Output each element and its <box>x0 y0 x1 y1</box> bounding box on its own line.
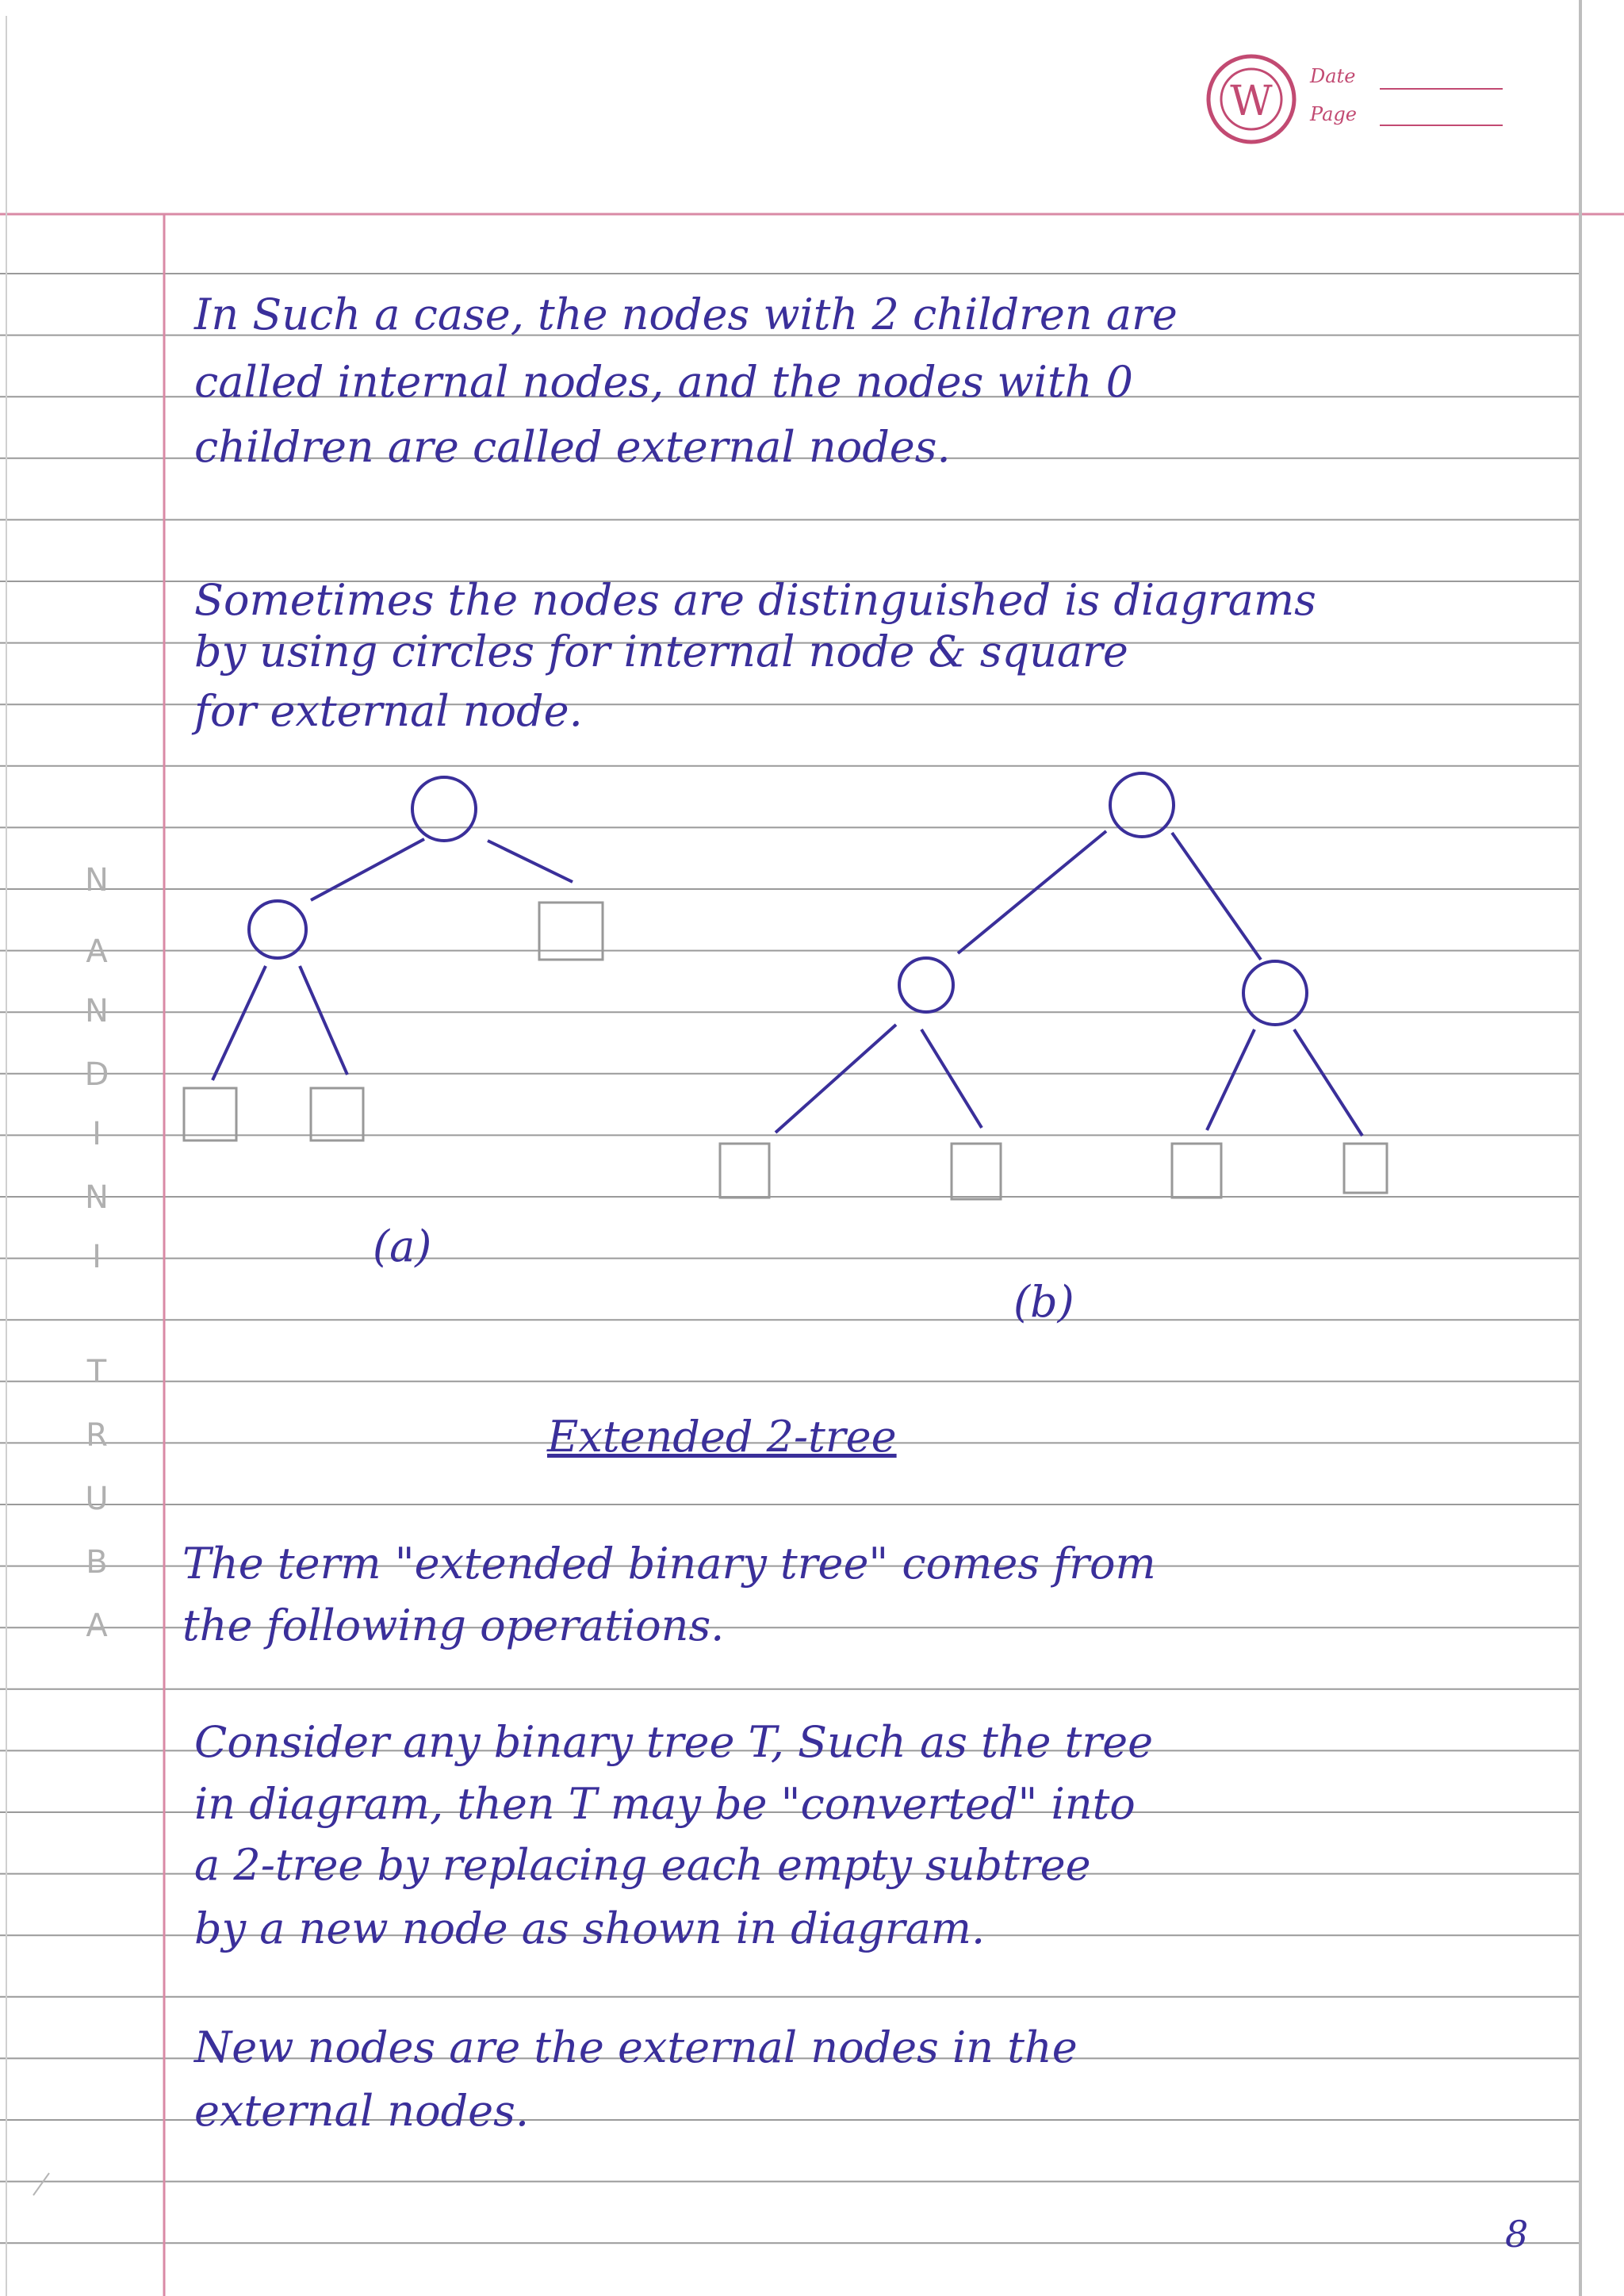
margin-letter: I <box>92 1116 102 1152</box>
margin-letter: I <box>92 1239 102 1275</box>
text-line: in diagram, then T may be "converted" into <box>194 1779 1136 1829</box>
tree-edge <box>311 839 424 900</box>
text-line: Consider any binary tree T, Such as the tree <box>194 1717 1154 1767</box>
text-line: by a new node as shown in diagram. <box>194 1903 986 1953</box>
external-node-square <box>720 1144 769 1198</box>
page-label: Page <box>1310 103 1357 125</box>
logo-letter: W <box>1230 78 1273 125</box>
tree-edge <box>1207 1029 1254 1130</box>
tree-edge <box>1294 1029 1362 1136</box>
internal-node-circle <box>1243 961 1307 1025</box>
text-line: New nodes are the external nodes in the <box>194 2022 1078 2072</box>
figure-a-tree <box>184 777 603 1140</box>
internal-node-circle <box>249 901 306 958</box>
brand-logo <box>1208 56 1503 142</box>
margin-letter: R <box>86 1417 108 1454</box>
stray-mark <box>33 2173 49 2195</box>
figure-b-label: (b) <box>1013 1277 1074 1327</box>
tree-edge <box>213 966 266 1080</box>
text-line: the following operations. <box>182 1600 725 1650</box>
margin-letter: N <box>85 862 109 899</box>
figure-a-label: (a) <box>373 1221 432 1271</box>
text-line: In Such a case, the nodes with 2 children are <box>194 289 1178 339</box>
text-line: external nodes. <box>194 2086 529 2136</box>
margin-letter: T <box>86 1354 107 1390</box>
date-label: Date <box>1310 65 1356 87</box>
tree-edge <box>300 966 347 1075</box>
page-number: 8 <box>1505 2213 1529 2256</box>
text-line: by using circles for internal node & square <box>194 627 1128 677</box>
tree-edge <box>1172 833 1261 960</box>
margin-letter: A <box>86 1608 108 1644</box>
external-node-square <box>311 1088 363 1140</box>
text-line: called internal nodes, and the nodes with 0 <box>194 357 1133 407</box>
tree-edge <box>776 1025 896 1133</box>
margin-letter: A <box>86 933 108 970</box>
margin-letter: D <box>84 1056 109 1093</box>
external-node-square <box>1344 1144 1387 1193</box>
internal-node-circle <box>899 958 953 1012</box>
internal-node-circle <box>412 777 476 841</box>
external-node-square <box>184 1088 236 1140</box>
external-node-square <box>1172 1144 1221 1198</box>
margin-letter: B <box>86 1544 108 1581</box>
text-line: children are called external nodes. <box>194 422 951 472</box>
external-node-square <box>952 1144 1001 1199</box>
text-line: Sometimes the nodes are distinguished is diagrams <box>194 575 1316 625</box>
tree-edge <box>488 841 573 882</box>
section-heading: Extended 2-tree <box>547 1412 897 1462</box>
margin-letter: N <box>85 993 109 1029</box>
text-line: The term "extended binary tree" comes from <box>182 1539 1156 1589</box>
text-line: a 2-tree by replacing each empty subtree <box>194 1840 1091 1890</box>
tree-edge <box>958 831 1106 953</box>
text-line: for external node. <box>194 686 583 736</box>
margin-letter: N <box>85 1179 109 1216</box>
margin-letter: U <box>85 1481 109 1517</box>
tree-edge <box>921 1029 982 1128</box>
